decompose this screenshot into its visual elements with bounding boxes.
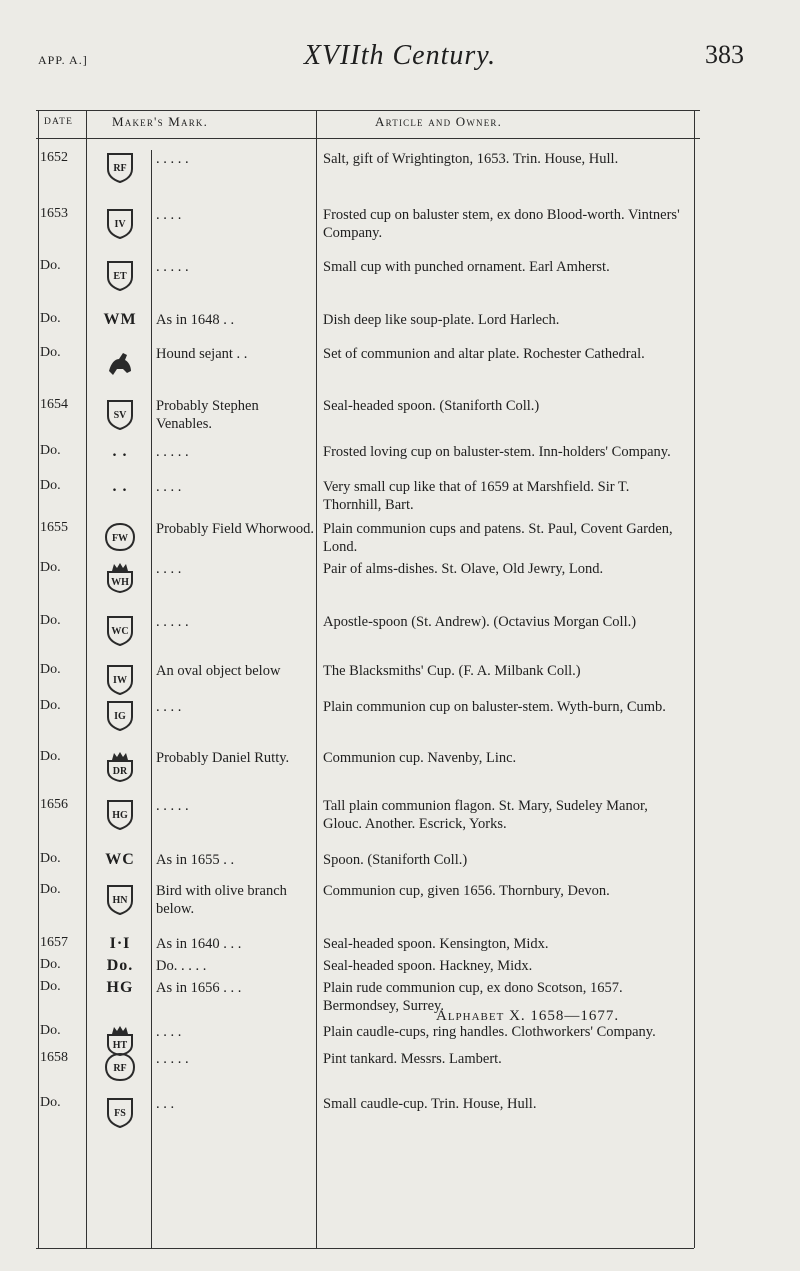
row-article: Plain communion cup on baluster-stem. Wyth-burn, Cumb. [323,699,666,715]
mark-initials: ET [113,271,127,282]
page-title: XVIIth Century. [303,40,497,71]
row-date: 1657 [40,935,68,950]
row-note: As in 1655 . . [156,852,235,868]
row-note: Bird with olive branch below. [156,883,287,917]
mark-initials: WH [111,577,129,588]
row-date: Do. [40,957,61,972]
row-date: 1656 [40,797,68,812]
row-article: Tall plain communion flagon. St. Mary, Sudeley Manor, Glouc. Another. Escrick, Yorks. [323,798,648,832]
shield-hg-mark-icon [92,797,148,831]
row-date: Do. [40,851,61,866]
row-note: As in 1648 . . [156,312,235,328]
row-article: Frosted loving cup on baluster-stem. Inn-holders' Company. [323,444,671,460]
row-note: An oval object below [156,663,281,679]
mark-initials: RF [113,1063,127,1074]
row-date: Do. [40,979,61,994]
right-border [694,110,695,1248]
row-article: Frosted cup on baluster stem, ex dono Blood-worth. Vintners' Company. [323,207,680,241]
shield-et-mark-icon [92,258,148,292]
mark-text: HG [106,979,134,996]
page-header [0,0,800,120]
mark-initials: IV [114,219,126,230]
row-article: Pair of alms-dishes. St. Olave, Old Jewry, Lond. [323,561,604,577]
shield-ig-mark-icon [92,698,148,732]
row-date: Do. [40,443,61,458]
row-date: 1655 [40,520,68,535]
row-note: . . . . . [156,151,189,167]
mark-text: WM [103,311,137,328]
mark-initials: SV [113,410,127,421]
oval-rf-mark-icon [92,1050,148,1084]
row-date: 1652 [40,150,68,165]
page-number: 383 [705,40,744,69]
row-article: Apostle-spoon (St. Andrew). (Octavius Morgan Coll.) [323,614,637,630]
row-note: . . . . [156,1024,182,1040]
shield-rf-mark-icon [92,150,148,184]
article-column-header: Article and Owner. [375,114,503,129]
row-article: Spoon. (Staniforth Coll.) [323,852,468,868]
row-date: Do. [40,662,61,677]
mark-text: Do. [106,957,134,974]
row-note: . . . . . [156,1051,189,1067]
mark-initials: HT [112,1040,128,1051]
header-bottom-rule [36,138,700,139]
mark-initials: IG [114,711,126,722]
row-article: The Blacksmiths' Cup. (F. A. Milbank Coll.) [323,663,581,679]
table-bottom-rule [36,1248,694,1249]
crowned-wh-mark-icon [92,560,148,594]
left-border [38,110,39,1248]
row-article: Seal-headed spoon. Kensington, Midx. [323,936,549,952]
mark-text: . . [112,478,128,495]
hound-sejant-mark-icon [92,345,148,379]
row-article: Pint tankard. Messrs. Lambert. [323,1051,502,1067]
shield-wc-mark-icon [92,613,148,647]
date-column-rule [86,110,87,1248]
row-article: Small cup with punched ornament. Earl Amherst. [323,259,610,275]
row-article: Communion cup, given 1656. Thornbury, Devon. [323,883,610,899]
mark-initials: RF [113,163,127,174]
row-date: 1654 [40,397,68,412]
row-note: Probably Field Whorwood. [156,521,315,537]
mark-initials: FS [114,1108,126,1119]
mark-text: . . [112,443,128,460]
row-article: Dish deep like soup-plate. Lord Harlech. [323,312,560,328]
appendix-label: APP. A.] [38,53,88,67]
note-column-rule [316,110,317,1248]
mark-initials: FW [111,533,129,544]
mark-column-header: Maker's Mark. [112,114,209,129]
oval-fw-mark-icon [92,520,148,554]
row-date: Do. [40,345,61,360]
row-article: Plain caudle-cups, ring handles. Clothworkers' Company. [323,1024,656,1040]
crowned-dr-mark-icon [92,749,148,783]
row-note: Probably Daniel Rutty. [156,750,290,766]
mark-initials: WC [111,626,129,637]
row-note: . . . . . [156,798,189,814]
row-note: . . . . . [156,259,189,275]
row-article: Plain rude communion cup, ex dono Scotson, 1657. Bermondsey, Surrey. [323,980,623,1014]
row-date: Do. [40,1023,61,1038]
shield-iw-mark-icon [92,662,148,696]
table-top-rule [36,110,700,111]
row-date: Do. [40,1095,61,1110]
mark-initials: HG [112,810,128,821]
mark-initials: IW [113,675,127,686]
row-note: . . . . [156,207,182,223]
row-note: Do. . . . . [156,958,207,974]
row-article: Communion cup. Navenby, Linc. [323,750,517,766]
row-note: . . . . [156,699,182,715]
row-note: . . . [156,1096,175,1112]
shield-sv-mark-icon [92,397,148,431]
row-note: Hound sejant . . [156,346,248,362]
shield-fs-mark-icon [92,1095,148,1129]
shield-iv-mark-icon [92,206,148,240]
mark-column-rule [151,150,152,1248]
row-article: Plain communion cups and patens. St. Paul, Covent Garden, Lond. [323,521,673,555]
row-date: Do. [40,311,61,326]
row-article: Seal-headed spoon. Hackney, Midx. [323,958,533,974]
row-date: Do. [40,613,61,628]
row-date: 1658 [40,1050,68,1065]
row-article: Seal-headed spoon. (Staniforth Coll.) [323,398,540,414]
row-note: . . . . [156,479,182,495]
section-heading: Alphabet X. 1658—1677. [436,1008,620,1024]
row-note: As in 1656 . . . [156,980,242,996]
row-date: Do. [40,882,61,897]
row-date: 1653 [40,206,68,221]
row-article: Set of communion and altar plate. Rochester Cathedral. [323,346,645,362]
shield-hn-mark-icon [92,882,148,916]
row-note: . . . . . [156,614,189,630]
row-note: . . . . . [156,444,189,460]
row-note: . . . . [156,561,182,577]
row-date: Do. [40,258,61,273]
mark-text: I·I [109,935,131,952]
row-date: Do. [40,749,61,764]
row-note: Probably Stephen Venables. [156,398,259,432]
mark-initials: HN [112,895,128,906]
row-date: Do. [40,698,61,713]
row-article: Very small cup like that of 1659 at Marshfield. Sir T. Thornhill, Bart. [323,479,630,513]
mark-text: WC [105,851,135,868]
row-article: Salt, gift of Wrightington, 1653. Trin. House, Hull. [323,151,619,167]
row-date: Do. [40,560,61,575]
row-article: Small caudle-cup. Trin. House, Hull. [323,1096,537,1112]
mark-initials: DR [112,766,128,777]
row-date: Do. [40,478,61,493]
date-column-header: DATE [44,117,74,127]
row-note: As in 1640 . . . [156,936,242,952]
